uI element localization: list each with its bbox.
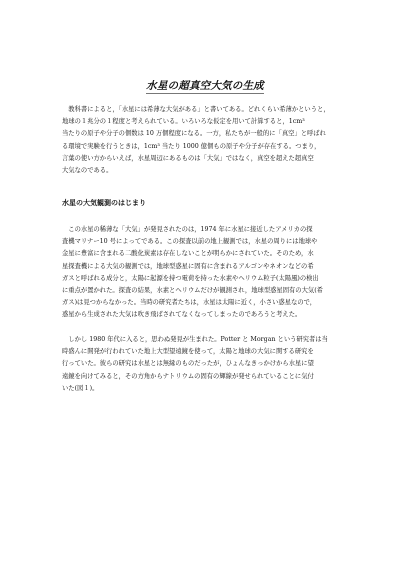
intro-paragraph [62, 104, 352, 177]
text-line: 遠鏡を向けてみると，その方角からナトリウムの固有の輝線が発せられていることに気付 [62, 372, 314, 380]
text-line: 時盛んに開発が行われていた地上大型望遠鏡を使って，太陽と地球の大気に関する研究を [62, 348, 314, 356]
text-line: 大気なのである。 [62, 166, 113, 174]
text-line: 金星に豊富に含まれる二酸化炭素は存在しないことが明らかにされていた。そのため，水 [62, 250, 314, 258]
text-line: 言葉の使い方からいえば，水星周辺にあるものは「大気」ではなく，真空を超えた超真空 [62, 154, 314, 162]
text-line: ガスと呼ばれる成分と，太陽に起源を持つ電荷を持った水素やヘリウム粒子(太陽風)の検出 [62, 274, 319, 282]
text-line: 惑星から生成された大気は吹き飛ばされてなくなってしまったのであろうと考えた。 [62, 311, 302, 319]
text-line: 査機マリナー10 号によってである。この探査以前の地上観測では，水星の周りには地球や [62, 238, 318, 246]
section-paragraph-2 [62, 334, 352, 395]
text-line: に重点が置かれた。探査の結果，水素とヘリウムだけが観測され，地球型惑星固有の大気(希 [62, 286, 323, 294]
text-line: いた(図１)。 [62, 384, 99, 392]
text-line: しかし 1980 年代に入ると，思わぬ発見が生まれた。Potter と Morgan という研究者は当 [62, 336, 328, 343]
text-line: 教科書によると，「水星には希薄な大気がある」と書いてある。どれくらい希薄かというと， [62, 106, 330, 113]
text-line: この水星の稀薄な「大気」が発見されたのは，1974 年に水星に接近したアメリカの探 [62, 226, 313, 233]
text-line: る環境で実験を行うときは，1cm³ 当たり 1000 億個もの原子や分子が存在する。つまり， [62, 142, 321, 150]
text-line: 当たりの原子や分子の個数は 10 万個程度になる。一方，私たちが一般的に「真空」と呼ばれ [62, 130, 326, 138]
text-line: 行っていた。彼らの研究は水星とは無縁のものだったが，ひょんなきっかけから水星に望 [62, 360, 314, 368]
document-title [0, 78, 410, 93]
section-paragraph-1 [62, 224, 352, 322]
text-line: 地球の１兆分の１程度と考えられている。いろいろな仮定を用いて計算すると，1cm³ [62, 118, 305, 126]
title-text: 水星の超真空大気の生成 [146, 80, 264, 92]
text-line: 星探査機による大気の観測では，地球型惑星に固有に含まれるアルゴンやネオンなどの希 [62, 262, 314, 270]
text-line: ガス)は見つからなかった。当時の研究者たちは，水星は太陽に近く，小さい惑星なので， [62, 299, 317, 307]
section-heading: 水星の大気観測のはじまり [62, 198, 146, 207]
